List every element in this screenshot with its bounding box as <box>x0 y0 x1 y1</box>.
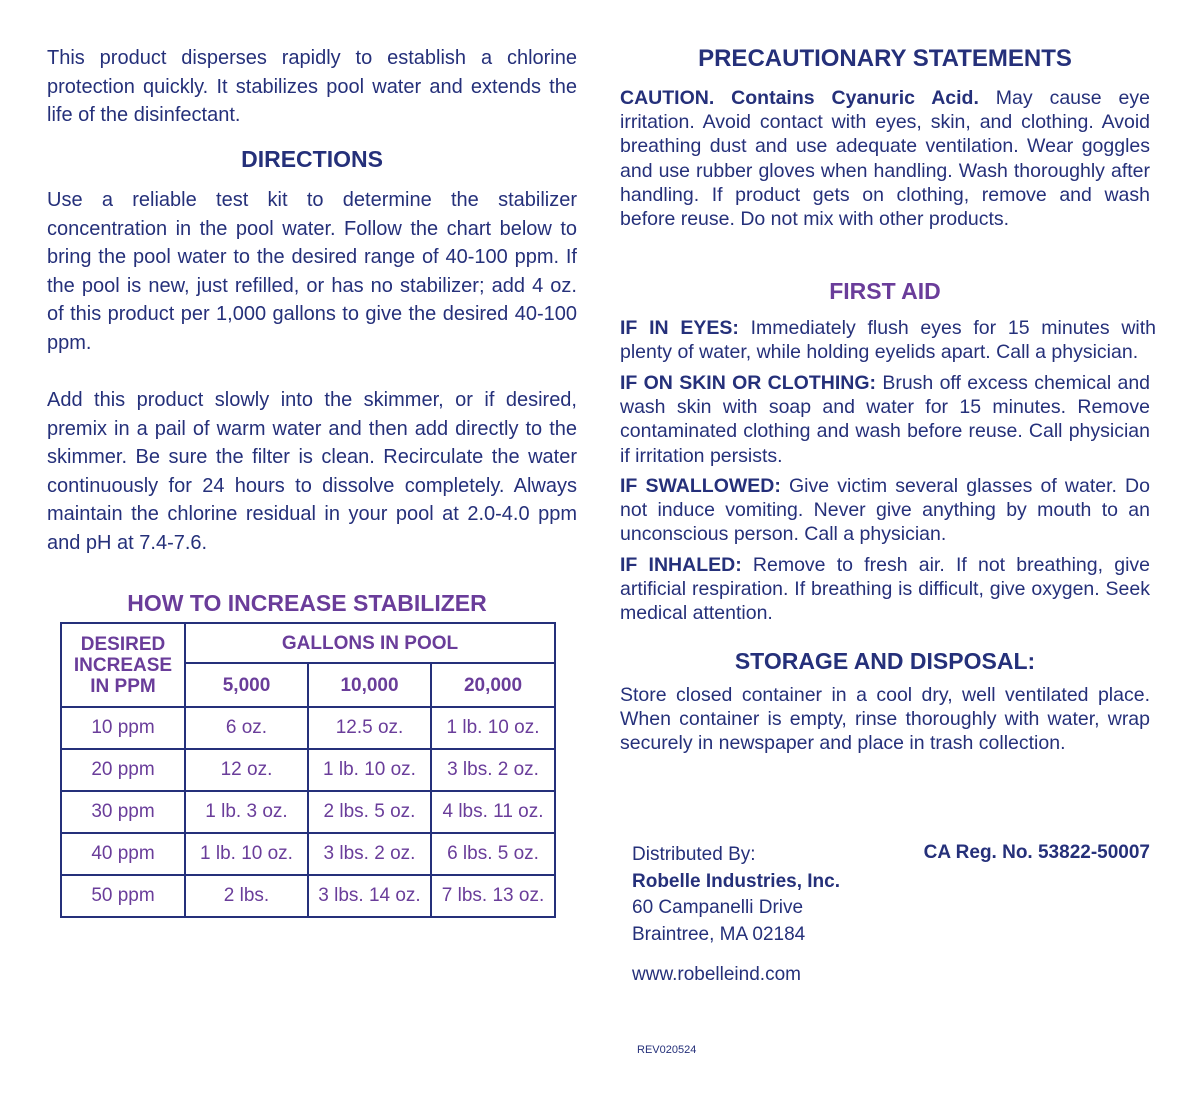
table-row <box>61 791 555 833</box>
swallowed-text: Give victim several glasses of water. Do not induce vomiting. Never give anything by mouth to an unconscious person. Call a physician. <box>620 475 1150 546</box>
directions-paragraph-1: Use a reliable test kit to determine the stabilizer concentration in the pool water. Follow the chart below to bring the pool water to the desired range of 40-100 ppm. If the pool is new, just refilled, or has no stabilizer; add 4 oz. of this product per 1,000 gallons to give the desired 40-100 ppm. <box>47 189 577 354</box>
table-row <box>61 707 555 749</box>
stabilizer-heading: HOW TO INCREASE STABILIZER <box>127 590 487 616</box>
storage-heading: STORAGE AND DISPOSAL: <box>734 648 1036 674</box>
eyes-text: Immediately flush eyes for 15 minutes with plenty of water, while holding eyelids apart. Call a physician. <box>620 317 1157 364</box>
storage-text: Store closed container in a cool dry, well ventilated place. When container is empty, rinse thoroughly with water, wrap securely in newspaper and place in trash collection. <box>620 684 1150 755</box>
precautionary-heading: PRECAUTIONARY STATEMENTS <box>698 45 1072 72</box>
first-aid-heading: FIRST AID <box>829 278 941 304</box>
amount-cell: 2 lbs. 5 oz. <box>308 791 431 833</box>
table-header-row <box>61 623 555 663</box>
table-row <box>61 749 555 791</box>
amount-cell: 1 lb. 3 oz. <box>185 791 308 833</box>
amount-cell: 3 lbs. 2 oz. <box>308 833 431 875</box>
inhaled-text: Remove to fresh air. If not breathing, give artificial respiration. If breathing is difficult, give oxygen. Seek medical attention. <box>620 554 1151 625</box>
directions-paragraph-2: Add this product slowly into the skimmer, or if desired, premix in a pail of warm water and then add directly to the skimmer. Be sure the filter is clean. Recirculate the water continuously for 24 hours to dissolve completely. Always maintain the chlorine residual in your pool at 2.0-4.0 ppm and pH at 7.4-7.6. <box>47 389 577 554</box>
precautionary-body: May cause eye irritation. Avoid contact with eyes, skin, and clothing. Avoid breathing dust and use adequate ventilation. Wear goggles and use rubber gloves when handling. Wash thoroughly after handling. If product gets on clothing, remove and wash before reuse. Do not mix with other products. <box>620 87 1150 231</box>
first-aid-eyes <box>620 316 1156 364</box>
eyes-lead: IF IN EYES: <box>620 317 739 339</box>
desired-increase-header: DESIRED INCREASE IN PPM <box>61 623 185 707</box>
inhaled-lead: IF INHALED: <box>620 554 742 576</box>
address-line-1: 60 Campanelli Drive <box>632 897 804 918</box>
first-aid-swallowed <box>620 474 1150 547</box>
amount-cell: 1 lb. 10 oz. <box>308 749 431 791</box>
amount-cell: 3 lbs. 14 oz. <box>308 875 431 917</box>
skin-text: Brush off excess chemical and wash skin with soap and water for 15 minutes. Remove contaminated clothing and wash before reuse. Call physician if irritation persists. <box>620 372 1151 467</box>
amount-cell: 12 oz. <box>185 749 308 791</box>
address-line-2: Braintree, MA 02184 <box>632 923 806 945</box>
first-aid-skin <box>620 371 1150 468</box>
table-row <box>61 833 555 875</box>
directions-heading: DIRECTIONS <box>241 146 383 172</box>
ca-reg-number: CA Reg. No. 53822-50007 <box>923 842 1150 863</box>
distributor-block <box>632 842 892 989</box>
precautionary-text <box>620 86 1150 231</box>
amount-cell: 6 oz. <box>185 707 308 749</box>
distributed-by-label: Distributed By: <box>632 844 756 865</box>
ppm-cell: 30 ppm <box>61 791 185 833</box>
first-aid-inhaled <box>620 553 1150 626</box>
amount-cell: 4 lbs. 11 oz. <box>431 791 555 833</box>
amount-cell: 6 lbs. 5 oz. <box>431 833 555 875</box>
stabilizer-table <box>60 622 556 918</box>
ppm-cell: 20 ppm <box>61 749 185 791</box>
revision-code: REV020524 <box>637 1044 697 1056</box>
ppm-cell: 10 ppm <box>61 707 185 749</box>
company-name: Robelle Industries, Inc. <box>632 870 840 892</box>
table-row <box>61 875 555 917</box>
amount-cell: 3 lbs. 2 oz. <box>431 749 555 791</box>
swallowed-lead: IF SWALLOWED: <box>620 475 781 497</box>
amount-cell: 7 lbs. 13 oz. <box>431 875 555 917</box>
size-10000-header: 10,000 <box>308 663 431 707</box>
gallons-in-pool-header: GALLONS IN POOL <box>185 623 555 663</box>
ppm-cell: 50 ppm <box>61 875 185 917</box>
caution-lead: CAUTION. Contains Cyanuric Acid. <box>620 87 979 109</box>
size-20000-header: 20,000 <box>431 663 555 707</box>
amount-cell: 1 lb. 10 oz. <box>185 833 308 875</box>
website-link[interactable]: www.robelleind.com <box>632 964 801 985</box>
amount-cell: 1 lb. 10 oz. <box>431 707 555 749</box>
size-5000-header: 5,000 <box>185 663 308 707</box>
amount-cell: 12.5 oz. <box>308 707 431 749</box>
skin-lead: IF ON SKIN OR CLOTHING: <box>620 372 876 394</box>
amount-cell: 2 lbs. <box>185 875 308 917</box>
intro-text: This product disperses rapidly to establish a chlorine protection quickly. It stabilizes pool water and extends the life of the disinfectant. <box>47 47 577 127</box>
ppm-cell: 40 ppm <box>61 833 185 875</box>
